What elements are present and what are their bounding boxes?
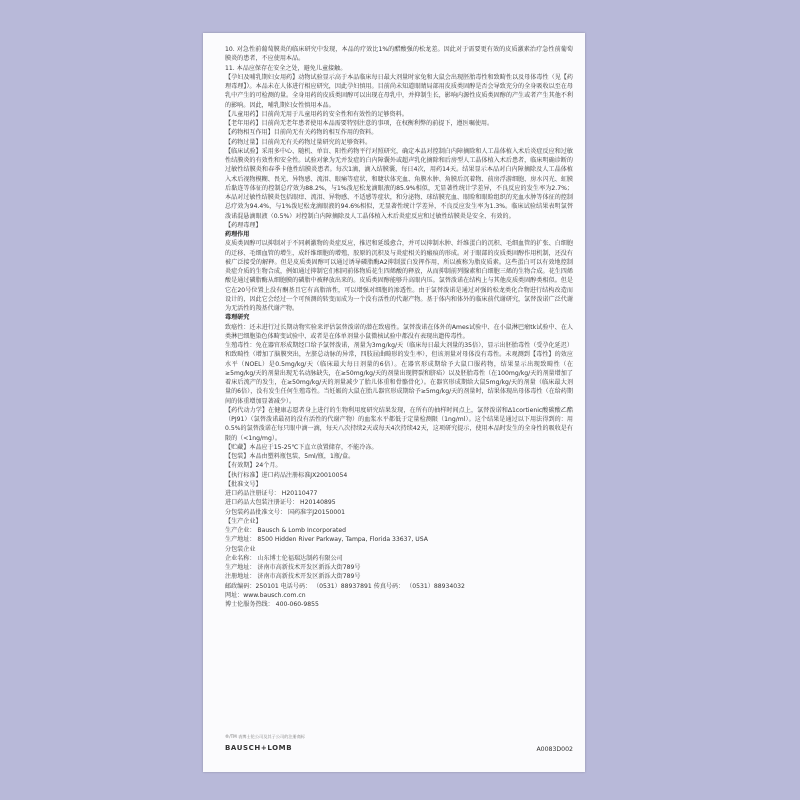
info-line: 进口药品注册证号： H20110477 <box>225 490 318 497</box>
trademark-note: ®/TM 表博士伦公司及其子公司的注册商标 <box>225 734 306 739</box>
info-line: 网址：www.bausch.com.cn <box>225 591 306 599</box>
paragraph: 【生产企业】 <box>225 517 262 525</box>
paragraph: 【药物相互作用】目前尚无有关药物的相互作用的资料。 <box>225 129 378 137</box>
info-line: 生产企业： Bausch & Lomb Incorporated <box>225 527 347 534</box>
brand-logo: BAUSCH+LOMB <box>225 744 293 752</box>
info-line: 分包装药品批准文号： 国药准字J20150001 <box>225 508 346 516</box>
info-line: 分包装企业 <box>225 545 256 553</box>
info-line: 生产地址： 8500 Hidden River Parkway, Tampa, Florida 33637, USA <box>225 536 428 544</box>
paragraph: 【有效期】24个月。 <box>225 462 282 470</box>
leaflet-footer <box>225 734 573 764</box>
paragraph: 皮质类固醇可以抑制对于不同刺激物的炎症反应，推迟和延缓愈合，并可以抑制水肿、纤维蛋白的沉积、毛细血管的扩张、白细胞的迁移、毛细血管的增生，成纤维细胞的增殖，胶原的沉积及与炎症相关的瘢痕的形成。对于眼部的皮质类固醇作用机制，还没有被广泛接受的解释。但是皮质类固醇可以通过诱导磷脂酶A2抑制蛋白发挥作用，所以被称为脂皮质素。这些蛋白可以有效地控制炎症介质的生物合成，例如通过抑制它们相同前体物质花生四烯酸的释放，从而抑制前列腺素和白细胞三烯的生物合成。花生四烯酸是通过磷脂酶从细胞膜的磷脂中被释放出来的。皮质类固醇能够升高眼内压。氯替泼诺在结构上与其他皮质类固醇类相似。但是它在20号位置上没有酮基且它有高脂溶性，可以增强对细胞的渗透性。由于氯替泼诺是通过对强的松龙类化合物进行结构改造而设计的，因此它会经过一个可预测的转变而成为一个没有活性的代谢产物。基于体内和体外的临床前代谢研究，氯替泼诺广泛代谢为无活性的羧基代谢产物。 <box>225 240 573 312</box>
leaflet-body <box>225 45 573 609</box>
paragraph: 【贮藏】本品应于15-25℃下直立放置储存，不能冷冻。 <box>225 443 378 451</box>
paragraph: 【老年用药】目前尚无老年患者使用本品需要特别注意的事项，在权衡利弊的前提下，遵医嘱使用。 <box>225 120 494 127</box>
paragraph: 致癌性：还未进行过长期动物实验来评估氯替泼诺的潜在致癌性。氯替泼诺在体外的Ames试验中、在小鼠淋巴瘤tk试验中、在人类淋巴细胞染色体畸变试验中、或者是在体单剂量小鼠微核试验中都没有表现出遗传毒性。 <box>225 323 573 340</box>
paragraph: 【药代动力学】在健康志愿者身上进行的生物利用度研究结果发现，在所有的抽样时间点上，氯替泼诺和Δ1cortienic酸碳酸乙酯（PJ91）（氯替泼诺最初的没有活性的代谢产物）的血浆水平都低于定量检测限（1ng/ml）。这个结果是通过以下用法得到的：用0.5%的氯替泼诺在每只眼中滴一滴，每天八次持续2天或每天4次持续42天，这项研究提示，使用本品时发生的全身性的吸收是有限的（<1ng/mg）。 <box>225 406 573 442</box>
paragraph: 生殖毒性：免在器官形成期经口给予氯替泼诺，剂量为3mg/kg/天（临床每日最大剂量的35倍），显示出胚胎毒性（受孕化延迟）和致畸性（增加了脑膜突出，左脐总动脉的异常，四肢屈曲畸形的发生率），但该剂量对母体没有毒性。未观测到【毒性】的效应水平（NOEL）是0.5mg/kg/天（临床最大每日剂量的6倍）。在器官形成期给予大鼠口服药物，结果显示出现致畸性（在≥5mg/kg/天的剂量出现无名动脉缺失，在≥50mg/kg/天的剂量出现腭裂和脐疝）以及胚胎毒性（在100mg/kg/天的剂量增加了着床后流产的发生，在≥50mg/kg/天的剂量减少了胎儿体重和骨骼骨化）。在器官形成期给大鼠5mg/kg/天的剂量（临床最大剂量的6倍），没有发生任何生殖毒性。当妊娠的大鼠在胎儿器官形成期给予≥5mg/kg/天的剂量时，结果体现出母体毒性（在给药期间的体重增加显著减少）。 <box>225 342 573 405</box>
paragraph: 11. 本品应保存在安全之处，避免儿童接触。 <box>225 64 347 72</box>
info-line: 注册地址： 济南市高新技术开发区新泺大街789号 <box>225 573 361 581</box>
paragraph: 10. 对急性前葡萄膜炎的临床研究中发现，本品的疗效比1%的醋酸强的松龙差。因此对于需要更有效的皮质激素治疗急性前葡萄膜炎的患者，不应使用本品。 <box>225 46 573 63</box>
paragraph: 【包装】本品由塑料瓶包装，5ml/瓶，1瓶/盒。 <box>225 453 355 460</box>
section-heading: 毒理研究 <box>225 314 250 322</box>
info-line: 进口药品大包装注册证号： H20140895 <box>225 499 336 507</box>
info-line: 生产地址： 济南市高新技术开发区新泺大街789号 <box>225 564 361 571</box>
section-heading: 药理作用 <box>225 231 250 238</box>
paragraph: 【药物过量】目前尚无有关药物过量研究的足够资料。 <box>225 138 372 146</box>
info-line: 企业名称： 山东博士伦福瑞达制药有限公司 <box>225 554 343 562</box>
paragraph: 【临床试验】采用多中心、随机、单盲、阳性药物平行对照研究，确定本品对控制白内障摘除和人工晶体植入术后炎症反应和过敏性结膜炎的有效性和安全性。试验对象为无并发症的白内障囊外或超声乳化摘除和后房型人工晶体植入术后患者，临床明确诊断的过敏性结膜炎和春季卡他性结膜炎患者。每次1滴，滴入结膜囊，每日4次，用药14天。结果显示本品对白内障摘除及人工晶体植入术后视物模糊、畏光、异物感、流泪、眼痛等症状，和睫状体充血、角膜水肿、角膜后沉着物、前房浮游细胞、房水闪光、虹膜后黏连等体征的控制总疗效为88.2%，与1%泼尼松龙滴眼液的85.9%相似，无显著性统计学差异，不良反应的发生率为2.7%；本品对过敏性结膜炎包括眼痒、流泪、异物感、不适感等症状，和分泌物、球结膜充血、眼睑和眼睑组织的充血水肿等体征的控制总疗效为94.4%，与1%泼尼松龙滴眼液的94.6%相似，无显著性统计学差异，不良反应发生率为1.3%。临床试验结果表明氯替泼诺混悬滴眼液（0.5%）对控制白内障摘除及人工晶体植入术后炎症反应和过敏性结膜炎是安全、有效的。 <box>225 147 573 220</box>
paragraph: 【执行标准】进口药品注册标准JX20010054 <box>225 471 348 479</box>
paragraph: 【孕妇及哺乳期妇女用药】动物试验显示高于本品临床每日最大剂量时家兔和大鼠会出现胚胎毒性和致畸性以及母体毒性（见【药理毒理】）。本品未在人体进行相应研究，因此孕妇慎用。目前尚未知道眼睛局部用皮质类固醇是否会导致充分的全身吸收以至在母乳中产生的可检测的量。全身用药的皮质类固醇可以出现在母乳中，并抑制生长，影响内源性皮质类固醇的产生或者产生其他不利的影响。因此，哺乳期妇女性慎用本品。 <box>225 73 573 109</box>
leaflet-page <box>203 33 585 772</box>
paragraph: 【药理毒理】 <box>225 221 262 229</box>
info-line: 博士伦服务热线： 400-060-9855 <box>225 601 319 608</box>
document-code: A0083D002 <box>536 746 573 753</box>
paragraph: 【批准文号】 <box>225 480 262 488</box>
paragraph: 【儿童用药】目前尚无用于儿童用药的安全性和有效性的足够资料。 <box>225 110 408 118</box>
info-line: 邮政编码：250101 电话号码： （0531）88937891 传真号码： （0531）88934032 <box>225 582 465 590</box>
